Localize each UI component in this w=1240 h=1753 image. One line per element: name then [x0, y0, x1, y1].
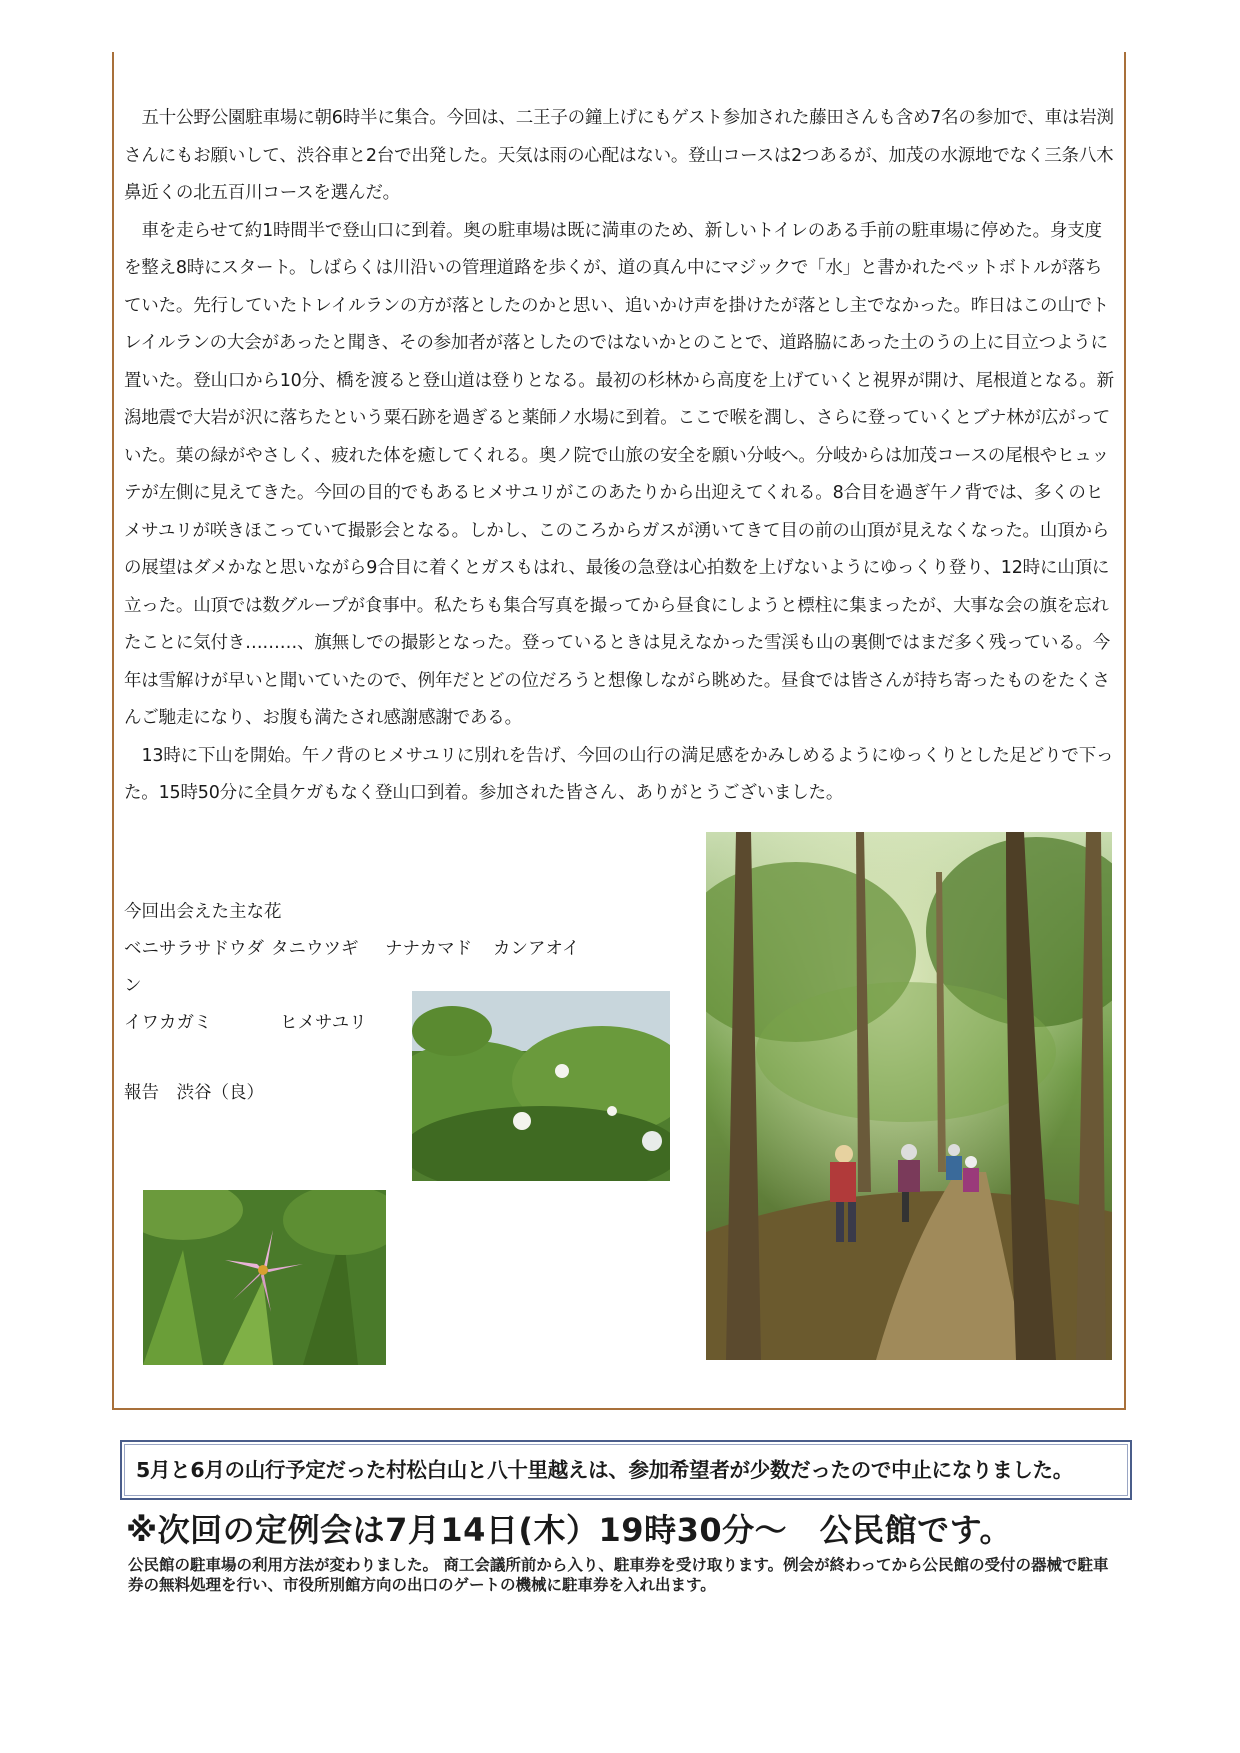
flowering-shrub-photo: [412, 991, 670, 1181]
reporter-credit: 報告 渋谷（良）: [124, 1083, 264, 1103]
report-body: [124, 100, 1114, 813]
parking-note: 公民館の駐車場の利用方法が変わりました。 商工会議所前から入り、駐車券を受け取ります。例会が終わってから公民館の受付の器械で駐車券の無料処理を行い、市役所別館方向の出口のゲートの機械に駐車券を入れ出ます。: [128, 1556, 1109, 1594]
flower-list-heading: 今回出会えた主な花: [124, 902, 282, 922]
report-paragraph: 13時に下山を開始。午ノ背のヒメサユリに別れを告げ、今回の山行の満足感をかみしめるようにゆっくりとした足どりで下った。15時50分に全員ケガもなく登山口到着。参加された皆さん、ありがとうございました。: [124, 745, 1114, 803]
flower-name: ナナカマド: [385, 939, 473, 959]
forest-trail-photo: [706, 832, 1112, 1360]
flower-name: ヒメサユリ: [280, 1013, 367, 1033]
flower-name: タニウツギ: [271, 939, 359, 959]
cancellation-notice: 5月と6月の山行予定だった村松白山と八十里越えは、参加希望者が少数だったので中止になりました。: [120, 1440, 1132, 1500]
flower-name: イワカガミ: [124, 1013, 212, 1033]
lily-photo: [143, 1190, 386, 1365]
flower-name: カンアオイ: [493, 939, 580, 959]
flower-name: ベニサラサドウダン: [124, 939, 264, 996]
report-paragraph: 五十公野公園駐車場に朝6時半に集合。今回は、二王子の鐘上げにもゲスト参加された藤田さんも含め7名の参加で、車は岩渕さんにもお願いして、渋谷車と2台で出発した。天気は雨の心配はない。登山コースは2つあるが、加茂の水源地でなく三条八木鼻近くの北五百川コースを選んだ。: [124, 108, 1114, 203]
next-meeting-announcement: ※次回の定例会は7月14日(木）19時30分～ 公民館です。: [126, 1511, 1013, 1549]
report-paragraph: 車を走らせて約1時間半で登山口に到着。奥の駐車場は既に満車のため、新しいトイレのある手前の駐車場に停めた。身支度を整え8時にスタート。しばらくは川沿いの管理道路を歩くが、道の真ん中にマジックで「水」と書かれたペットボトルが落ちていた。先行していたトレイルランの方が落としたのかと思い、追いかけ声を掛けたが落とし主でなかった。昨日はこの山でトレイルランの大会があったと聞き、その参加者が落としたのではないかとのことで、道路脇にあった土のうの上に目立つように置いた。登山口から10分、橋を渡ると登山道は登りとなる。最初の杉林から高度を上げていくと視界が開け、尾根道となる。新潟地震で大岩が沢に落ちたという粟石跡を過ぎると薬師ノ水場に到着。ここで喉を潤し、さらに登っていくとブナ林が広がっていた。葉の緑がやさしく、疲れた体を癒してくれる。奥ノ院で山旅の安全を願い分岐へ。分岐からは加茂コースの尾根やヒュッテが左側に見えてきた。今回の目的でもあるヒメサユリがこのあたりから出迎えてくれる。8合目を過ぎ午ノ背では、多くのヒメサユリが咲きほこっていて撮影会となる。しかし、このころからガスが湧いてきて目の前の山頂が見えなくなった。山頂からの展望はダメかなと思いながら9合目に着くとガスもはれ、最後の急登は心拍数を上げないようにゆっくり登り、12時に山頂に立った。山頂では数グループが食事中。私たちも集合写真を撮ってから昼食にしようと標柱に集まったが、大事な会の旗を忘れたことに気付き………、旗無しでの撮影となった。登っているときは見えなかった雪渓も山の裏側ではまだ多く残っている。今年は雪解けが早いと聞いていたので、例年だとどの位だろうと想像しながら眺めた。昼食では皆さんが持ち寄ったものをたくさんご馳走になり、お腹も満たされ感謝感謝である。: [124, 220, 1114, 728]
